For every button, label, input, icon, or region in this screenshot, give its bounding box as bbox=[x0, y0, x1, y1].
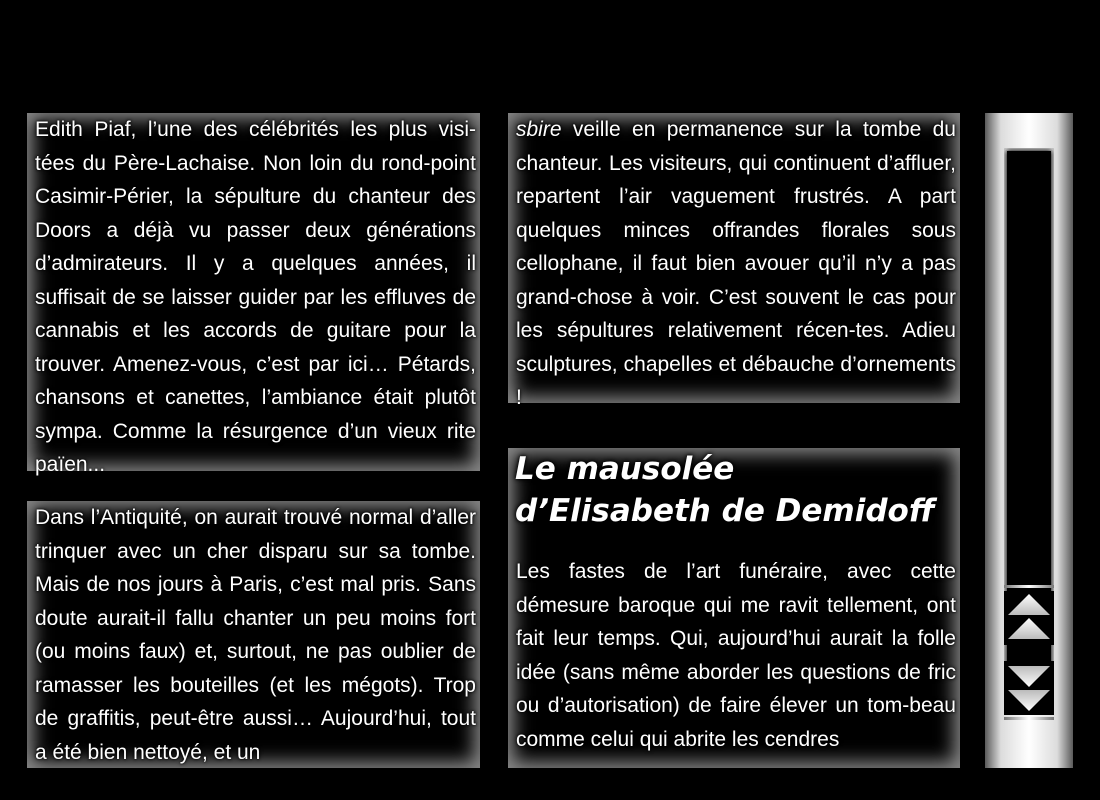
italic-word: sbire bbox=[516, 118, 562, 141]
paragraph: Les fastes de l’art funéraire, avec cette démesure baroque qui me ravit tellement, ont fait leur temps. Qui, aujourd’hui aurait la folle idée (sans même aborder les questions de fric ou d’autorisation) de faire élever un tom-beau comme celui qui abrite les cendres bbox=[516, 560, 956, 751]
paragraph: Dans l’Antiquité, on aurait trouvé normal d’aller trinquer avec un cher disparu sur sa tombe. Mais de nos jours à Paris, c’est mal pris. Sans doute aurait-il fallu chanter un peu moins fort (ou moins faux) et, surtout, ne pas oublier de ramasser les bouteilles (et les mégots). Trop de graffitis, peut-être aussi… Aujourd’hui, tout a été bien nettoyé, et un bbox=[35, 506, 476, 764]
section-heading-line-2: d’Elisabeth de Demidoff bbox=[515, 493, 935, 529]
text-block bbox=[508, 113, 960, 409]
page-up-button[interactable] bbox=[1004, 591, 1054, 645]
vertical-scrollbar[interactable] bbox=[985, 113, 1073, 768]
paragraph bbox=[508, 113, 960, 415]
right-text-column bbox=[508, 113, 960, 768]
paragraph-text: veille en permanence sur la tombe du chanteur. Les visiteurs, qui continuent d’affluer, repartent l’air vaguement frustrés. A part quelques minces offrandes florales sous cellophane, il faut bien avouer qu’il n’y a pas grand-chose à voir. C’est souvent le cas pour les sépultures relativement récen-tes. Adieu sculptures, chapelles et débauche d’ornements ! bbox=[516, 118, 956, 409]
text-block bbox=[508, 448, 960, 768]
divider-line bbox=[1004, 717, 1054, 720]
double-triangle-down-icon bbox=[1004, 661, 1054, 715]
double-triangle-up-icon bbox=[1004, 591, 1054, 645]
text-block bbox=[27, 501, 480, 768]
divider-line bbox=[1004, 585, 1054, 588]
page-down-button[interactable] bbox=[1004, 661, 1054, 715]
section-heading-line-1: Le mausolée bbox=[515, 451, 735, 487]
text-block bbox=[27, 113, 480, 476]
left-text-column bbox=[27, 113, 480, 768]
paragraph: Edith Piaf, l’une des célébrités les plus visi-tées du Père-Lachaise. Non loin du rond-point Casimir-Périer, la sépulture du chanteur des Doors a déjà vu passer deux générations d’admirateurs. Il y a quelques années, il suffisait de se laisser guider par les effluves de cannabis et les accords de guitare pour la trouver. Amenez-vous, c’est par ici… Pétards, chansons et canettes, l’ambiance était plutôt sympa. Comme la résurgence d’un vieux rite païen... bbox=[35, 118, 476, 476]
